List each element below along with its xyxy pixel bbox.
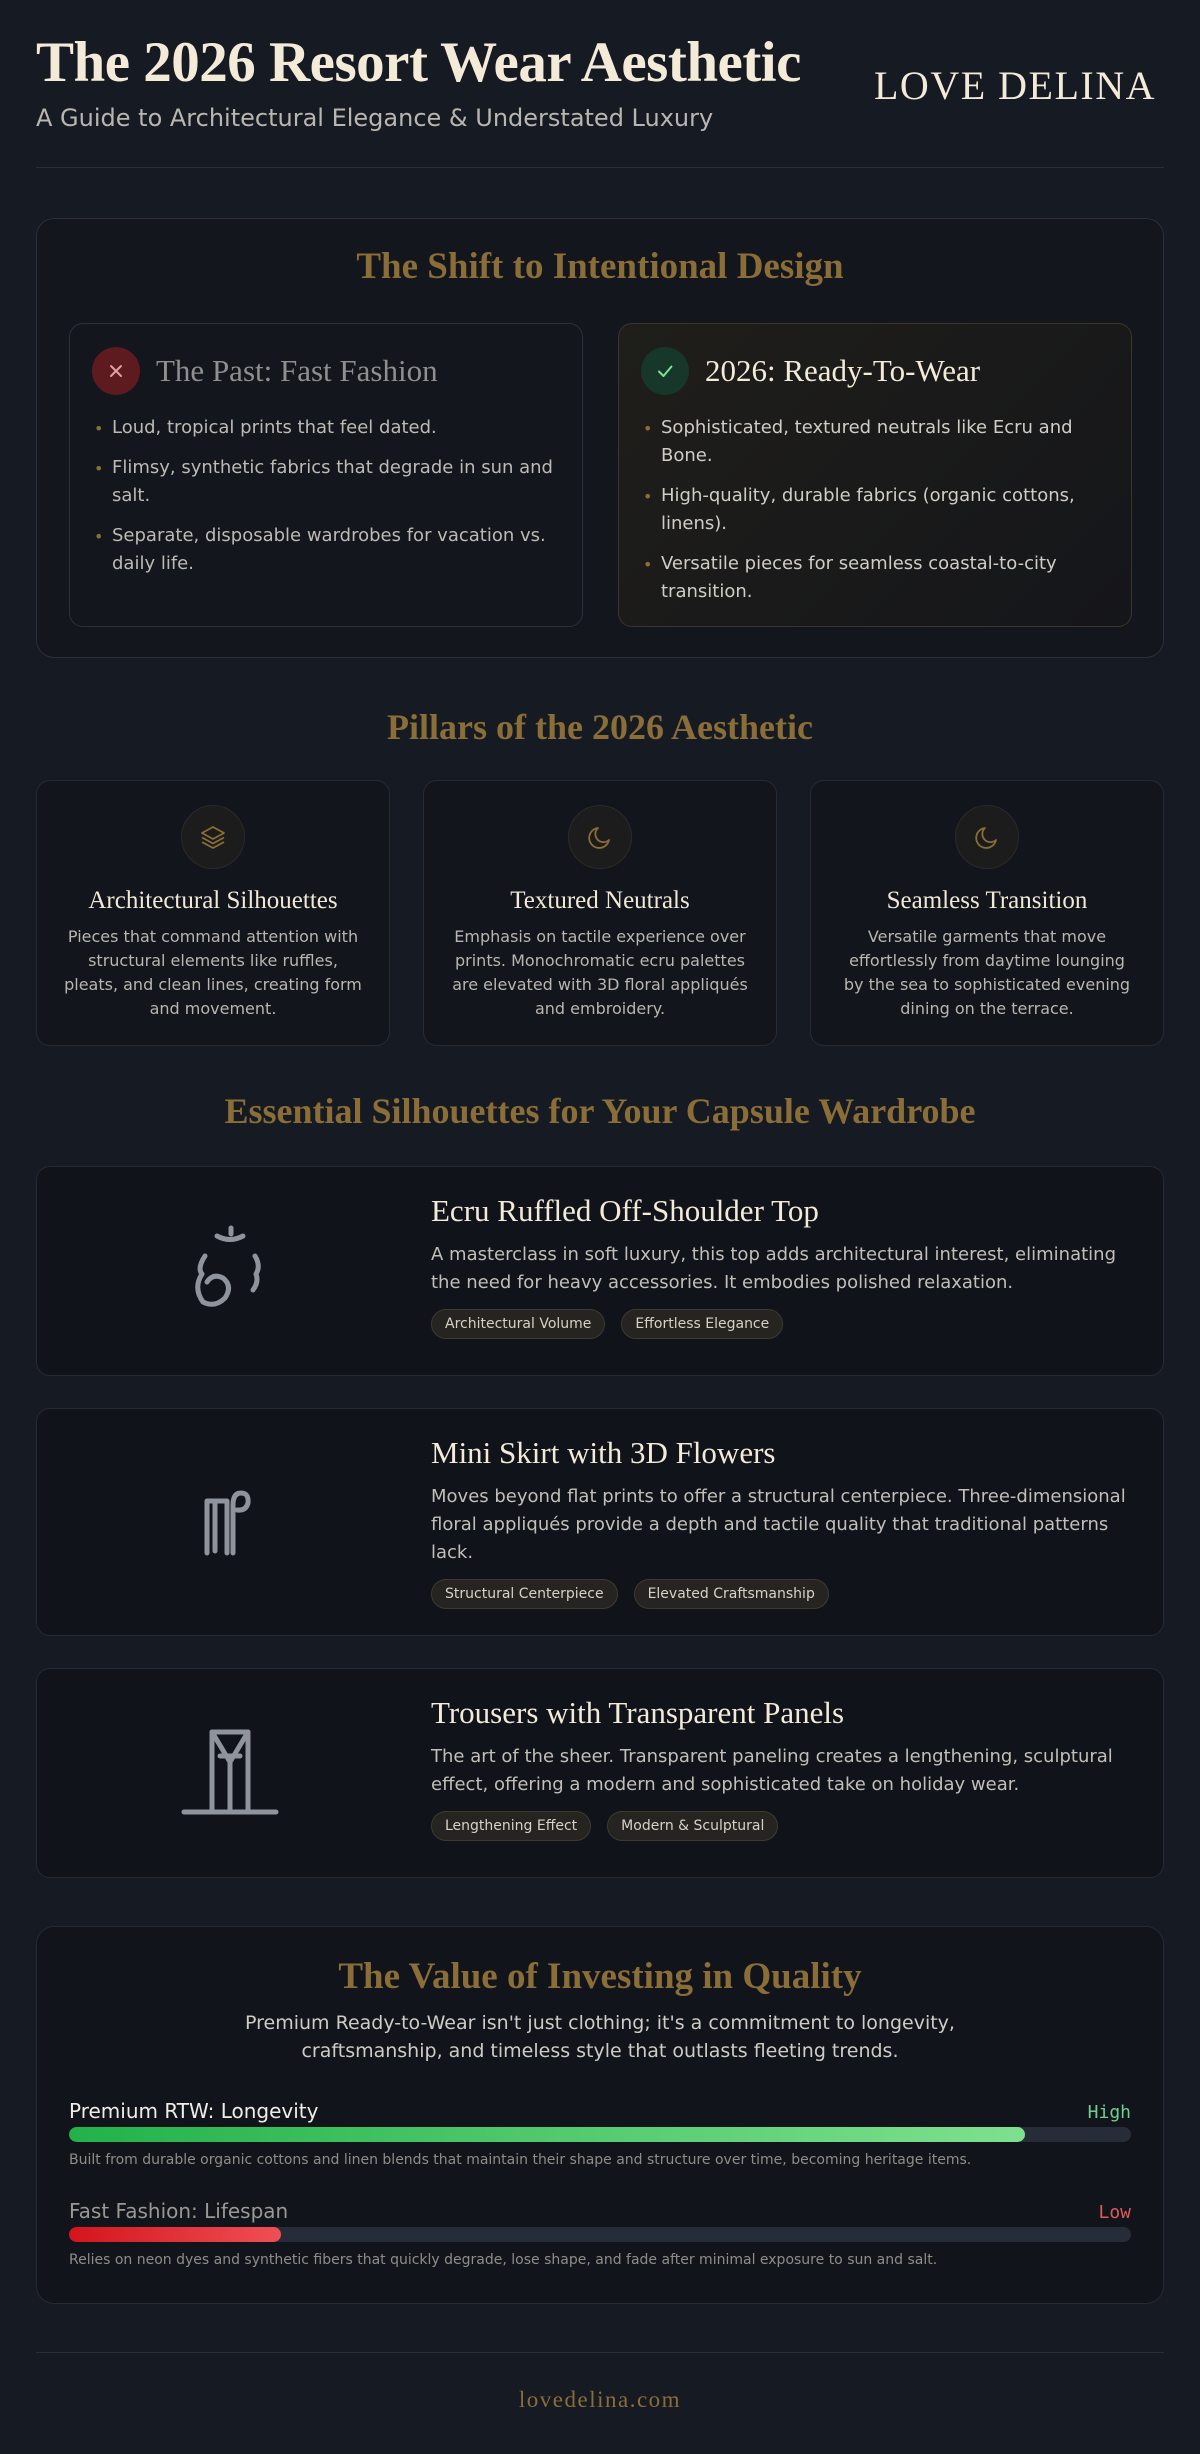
item-title: Trousers with Transparent Panels [431, 1695, 845, 1730]
tag[interactable]: Structural Centerpiece [431, 1579, 618, 1609]
item-text: Moves beyond flat prints to offer a structural centerpiece. Three-dimensional floral appliqués provide a depth and tactile quality that traditional patterns lack. [431, 1486, 1126, 1563]
metric-level: Low [1098, 2202, 1131, 2223]
silhouette-card [36, 1166, 1164, 1376]
future-card [618, 323, 1132, 627]
pillar-title: Architectural Silhouettes [88, 887, 338, 914]
tag-list [431, 1309, 1133, 1339]
pillar-card [36, 780, 390, 1046]
close-icon [92, 347, 140, 395]
pillar-text: Pieces that command attention with structural elements like ruffles, pleats, and clean lines, creating form and movement. [64, 927, 362, 1018]
progress-fill [69, 2227, 281, 2242]
item-title: Mini Skirt with 3D Flowers [431, 1435, 776, 1470]
top-garment-icon [37, 1167, 422, 1375]
page-title: The 2026 Resort Wear Aesthetic [36, 31, 801, 94]
quality-intro: Premium Ready-to-Wear isn't just clothing; it's a commitment to longevity, craftsmanship, and timeless style that outlasts fleeting trends. [245, 2012, 955, 2062]
past-list [92, 414, 560, 578]
brand-logo[interactable]: LOVE DELINA [874, 63, 1156, 108]
trousers-icon [37, 1669, 422, 1877]
pillar-text: Versatile garments that move effortlessly from daytime lounging by the sea to sophisticated evening dining on the terrace. [843, 927, 1131, 1018]
future-title: 2026: Ready-To-Wear [705, 353, 981, 388]
list-item: • Loud, tropical prints that feel dated. [92, 414, 560, 442]
tag[interactable]: Effortless Elegance [621, 1309, 783, 1339]
shift-heading: The Shift to Intentional Design [356, 246, 844, 287]
metric-label: Premium RTW: Longevity [69, 2099, 319, 2123]
tag[interactable]: Lengthening Effect [431, 1811, 591, 1841]
metric-note: Built from durable organic cottons and linen blends that maintain their shape and structure over time, becoming heritage items. [69, 2152, 972, 2168]
page-subtitle: A Guide to Architectural Elegance & Understated Luxury [36, 104, 714, 132]
footer-link[interactable]: lovedelina.com [518, 2387, 682, 2412]
tag[interactable]: Elevated Craftsmanship [634, 1579, 829, 1609]
quality-panel [36, 1926, 1164, 2304]
list-item: • Versatile pieces for seamless coastal-to-city transition. [641, 550, 1109, 606]
silhouettes-heading: Essential Silhouettes for Your Capsule Wardrobe [224, 1091, 976, 1131]
moon-icon [955, 805, 1019, 869]
pillar-title: Textured Neutrals [510, 887, 690, 914]
quality-heading: The Value of Investing in Quality [338, 1956, 862, 1997]
pillar-title: Seamless Transition [886, 887, 1088, 914]
tag[interactable]: Modern & Sculptural [607, 1811, 778, 1841]
page-footer [36, 2352, 1164, 2412]
future-list [641, 414, 1109, 606]
pillar-card [423, 780, 777, 1046]
moon-icon [568, 805, 632, 869]
layers-icon [181, 805, 245, 869]
item-title: Ecru Ruffled Off-Shoulder Top [431, 1193, 819, 1228]
metric-note: Relies on neon dyes and synthetic fibers that quickly degrade, lose shape, and fade after minimal exposure to sun and salt. [69, 2252, 938, 2268]
progress-track [69, 2127, 1131, 2142]
silhouette-card [36, 1408, 1164, 1636]
silhouette-card [36, 1668, 1164, 1878]
pillar-card [810, 780, 1164, 1046]
list-item: • High-quality, durable fabrics (organic cottons, linens). [641, 482, 1109, 538]
progress-track [69, 2227, 1131, 2242]
past-card [69, 323, 583, 627]
tag-list [431, 1579, 1133, 1609]
skirt-icon [37, 1409, 422, 1635]
progress-fill [69, 2127, 1025, 2142]
pillars-heading: Pillars of the 2026 Aesthetic [387, 707, 813, 747]
metric-level: High [1087, 2102, 1131, 2123]
shift-panel [36, 218, 1164, 658]
past-title: The Past: Fast Fashion [156, 353, 438, 388]
metric-label: Fast Fashion: Lifespan [69, 2199, 289, 2223]
lifespan-metric [69, 2195, 1131, 2268]
list-item: • Sophisticated, textured neutrals like Ecru and Bone. [641, 414, 1109, 470]
check-icon [641, 347, 689, 395]
item-text: The art of the sheer. Transparent paneling creates a lengthening, sculptural effect, offering a modern and sophisticated take on holiday wear. [431, 1746, 1113, 1795]
list-item: • Flimsy, synthetic fabrics that degrade in sun and salt. [92, 454, 560, 510]
tag[interactable]: Architectural Volume [431, 1309, 605, 1339]
list-item: • Separate, disposable wardrobes for vacation vs. daily life. [92, 522, 560, 578]
longevity-metric [69, 2095, 1131, 2168]
item-text: A masterclass in soft luxury, this top adds architectural interest, eliminating the need for heavy accessories. It embodies polished relaxation. [431, 1244, 1117, 1293]
pillar-text: Emphasis on tactile experience over prints. Monochromatic ecru palettes are elevated with 3D floral appliqués and embroidery. [452, 927, 748, 1018]
tag-list [431, 1811, 1133, 1841]
page-header [36, 0, 1164, 168]
